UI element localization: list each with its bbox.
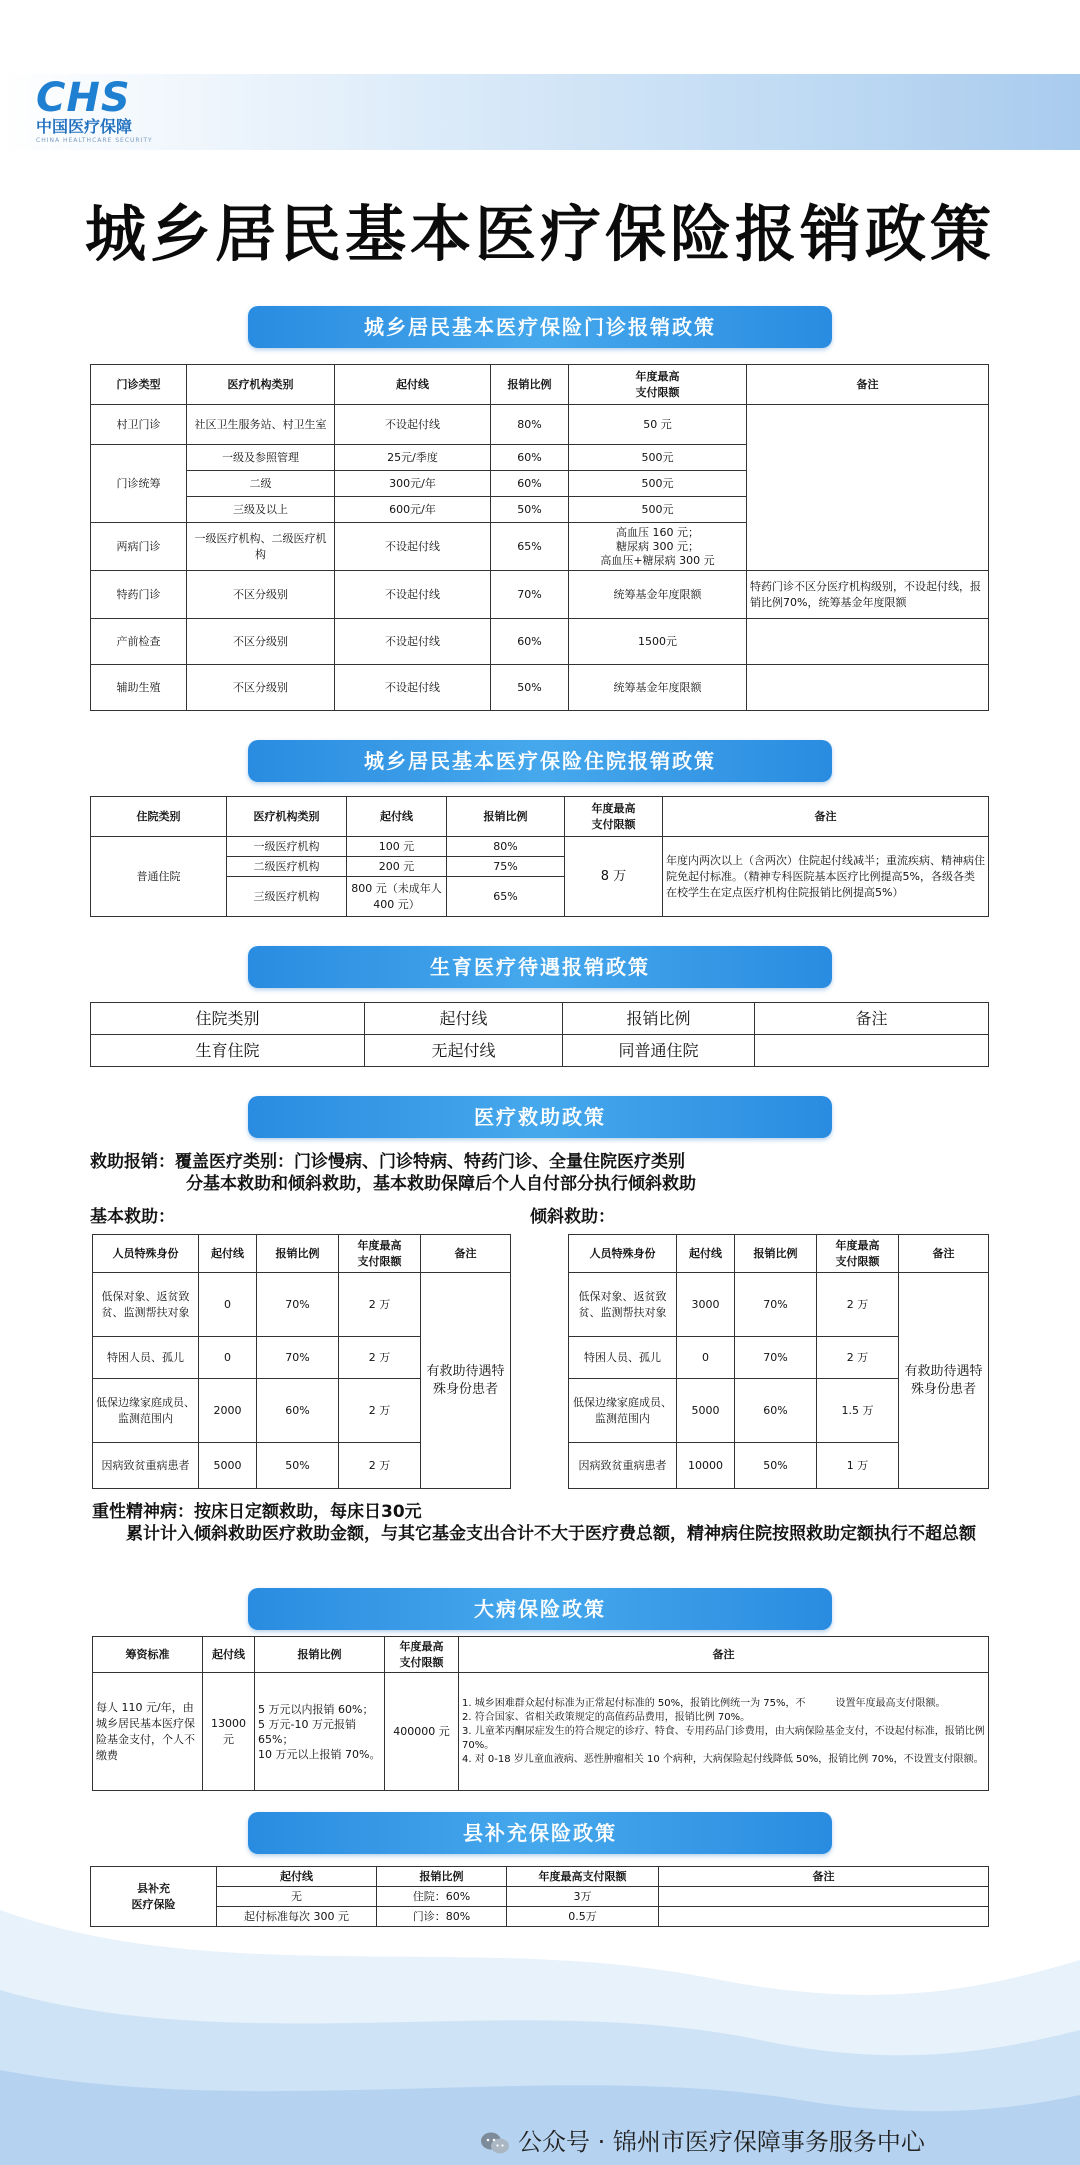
- col-header: 住院类别: [91, 1003, 365, 1035]
- cell: 低保对象、返贫致贫、监测帮扶对象: [569, 1273, 677, 1337]
- section-title-outpatient: 城乡居民基本医疗保险门诊报销政策: [248, 306, 832, 348]
- cell: 70%: [257, 1273, 339, 1337]
- cell: 10000: [677, 1443, 735, 1489]
- cell: 2 万: [339, 1379, 421, 1443]
- table-row: [91, 1887, 989, 1907]
- table-row: [91, 571, 989, 619]
- cell: 50%: [491, 665, 569, 711]
- cell: 0: [199, 1273, 257, 1337]
- cell: 0: [199, 1337, 257, 1379]
- cell: 每人 110 元/年，由城乡居民基本医疗保险基金支付，个人不缴费: [93, 1673, 203, 1791]
- col-header: 报销比例: [735, 1235, 817, 1273]
- cell: 三级及以上: [187, 497, 335, 523]
- table-header-row: [91, 1867, 989, 1887]
- cell: 不设起付线: [335, 665, 491, 711]
- col-header: 筹资标准: [93, 1637, 203, 1673]
- cell: [755, 1035, 989, 1067]
- cell: 50 元: [569, 405, 747, 445]
- col-header: 起付线: [365, 1003, 563, 1035]
- col-header: 起付线: [199, 1235, 257, 1273]
- cell: 75%: [447, 857, 565, 877]
- cell: 同普通住院: [563, 1035, 755, 1067]
- cell: 有救助待遇特殊身份患者: [899, 1273, 989, 1489]
- cell: 住院：60%: [377, 1887, 507, 1907]
- cell: 有救助待遇特殊身份患者: [421, 1273, 511, 1489]
- col-header: 人员特殊身份: [93, 1235, 199, 1273]
- cell: 1.5 万: [817, 1379, 899, 1443]
- maternity-table: [90, 1002, 989, 1067]
- cell: 70%: [257, 1337, 339, 1379]
- cell: [747, 619, 989, 665]
- cell: 两病门诊: [91, 523, 187, 571]
- cell: 一级及参照管理: [187, 445, 335, 471]
- cell: 800 元（未成年人 400 元）: [347, 877, 447, 917]
- cell: 生育住院: [91, 1035, 365, 1067]
- cell: [747, 405, 989, 571]
- cell: 65%: [447, 877, 565, 917]
- col-header: 备注: [659, 1867, 989, 1887]
- col-header: 人员特殊身份: [569, 1235, 677, 1273]
- col-header: 门诊类型: [91, 365, 187, 405]
- cell: 70%: [735, 1337, 817, 1379]
- inpatient-table: [90, 796, 989, 917]
- cell: 无: [217, 1887, 377, 1907]
- table-header-row: [569, 1235, 989, 1273]
- cell: 产前检查: [91, 619, 187, 665]
- col-header: 报销比例: [563, 1003, 755, 1035]
- cell: 村卫门诊: [91, 405, 187, 445]
- col-header: 报销比例: [447, 797, 565, 837]
- cell: 统筹基金年度限额: [569, 571, 747, 619]
- cell: 2 万: [339, 1273, 421, 1337]
- cell: 不区分级别: [187, 665, 335, 711]
- cell: 1500元: [569, 619, 747, 665]
- col-header: 起付线: [203, 1637, 255, 1673]
- cell: 5 万元以内报销 60%； 5 万元-10 万元报销 65%； 10 万元以上报销 70%。: [255, 1673, 385, 1791]
- basic-assistance-table: [92, 1234, 511, 1489]
- table-row: [91, 1907, 989, 1927]
- critical-illness-table: [92, 1636, 989, 1791]
- cell: 低保边缘家庭成员、监测范围内: [93, 1379, 199, 1443]
- cell: 门诊统筹: [91, 445, 187, 523]
- mental-illness-line1: 重性精神病：按床日定额救助，每床日30元: [92, 1502, 422, 1522]
- critical-note: 4. 对 0-18 岁儿童血液病、恶性肿瘤相关 10 个病种，大病保险起付线降低 50%，报销比例 70%，不设置支付限额。: [462, 1753, 984, 1765]
- col-header: 医疗机构类别: [227, 797, 347, 837]
- col-header: 年度最高 支付限额: [565, 797, 663, 837]
- cell: 2 万: [339, 1337, 421, 1379]
- logo-cn-text: 中国医疗保障: [36, 117, 133, 136]
- table-row: [569, 1273, 989, 1337]
- cell: 年度内两次以上（含两次）住院起付线减半；重流疾病、精神病住院免起付标准。（精神专科医院基本医疗比例提高5%，各级各类在校学生在定点医疗机构住院报销比例提高5%）: [663, 837, 989, 917]
- cell: 65%: [491, 523, 569, 571]
- cell: 0.5万: [507, 1907, 659, 1927]
- table-header-row: [91, 1003, 989, 1035]
- cell: 3000: [677, 1273, 735, 1337]
- basic-assistance-label: 基本救助：: [90, 1207, 175, 1227]
- cell: 不设起付线: [335, 571, 491, 619]
- cell: 5000: [199, 1443, 257, 1489]
- cell: 社区卫生服务站、村卫生室: [187, 405, 335, 445]
- cell: 统筹基金年度限额: [569, 665, 747, 711]
- section-title-county: 县补充保险政策: [248, 1812, 832, 1854]
- col-header: 起付线: [335, 365, 491, 405]
- section-title-critical: 大病保险政策: [248, 1588, 832, 1630]
- county-table: [90, 1866, 989, 1927]
- col-header: 备注: [899, 1235, 989, 1273]
- cell: 500元: [569, 445, 747, 471]
- footer: [480, 2122, 925, 2162]
- cell: 2 万: [817, 1273, 899, 1337]
- table-header-row: [93, 1235, 511, 1273]
- table-header-row: [91, 365, 989, 405]
- tilt-assistance-table: [568, 1234, 989, 1489]
- cell: 50%: [257, 1443, 339, 1489]
- section-title-inpatient: 城乡居民基本医疗保险住院报销政策: [248, 740, 832, 782]
- cell: 特困人员、孤儿: [93, 1337, 199, 1379]
- cell: 500元: [569, 497, 747, 523]
- col-header: 备注: [747, 365, 989, 405]
- col-header: 备注: [755, 1003, 989, 1035]
- critical-note: 1. 城乡困难群众起付标准为正常起付标准的 50%，报销比例统一为 75%，不 设置年度最高支付限额。: [462, 1697, 946, 1709]
- cell: 3万: [507, 1887, 659, 1907]
- col-header: 年度最高 支付限额: [817, 1235, 899, 1273]
- cell: 不区分级别: [187, 619, 335, 665]
- cell: 不区分级别: [187, 571, 335, 619]
- cell: 50%: [735, 1443, 817, 1489]
- cell: 2000: [199, 1379, 257, 1443]
- col-header: 备注: [421, 1235, 511, 1273]
- critical-note: 3. 儿童苯丙酮尿症发生的符合规定的诊疗、特食、专用药品门诊费用，由大病保险基金支付，不设起付标准，报销比例 70%。: [462, 1725, 985, 1751]
- cell: 13000 元: [203, 1673, 255, 1791]
- cell: 低保对象、返贫致贫、监测帮扶对象: [93, 1273, 199, 1337]
- cell: 60%: [257, 1379, 339, 1443]
- footer-text: 公众号 · 锦州市医疗保障事务服务中心: [518, 2128, 925, 2156]
- col-header: 起付线: [677, 1235, 735, 1273]
- cell: 普通住院: [91, 837, 227, 917]
- col-header: 报销比例: [491, 365, 569, 405]
- cell: 特药门诊不区分医疗机构级别，不设起付线，报销比例70%，统筹基金年度限额: [747, 571, 989, 619]
- cell: 三级医疗机构: [227, 877, 347, 917]
- cell: 50%: [491, 497, 569, 523]
- section-title-maternity: 生育医疗待遇报销政策: [248, 946, 832, 988]
- cell: 2 万: [817, 1337, 899, 1379]
- col-header: 住院类别: [91, 797, 227, 837]
- col-header: 备注: [459, 1637, 989, 1673]
- cell: [459, 1673, 989, 1791]
- cell: 特药门诊: [91, 571, 187, 619]
- cell: 100 元: [347, 837, 447, 857]
- col-header: 起付线: [347, 797, 447, 837]
- cell: 25元/季度: [335, 445, 491, 471]
- cell: 高血压 160 元； 糖尿病 300 元； 高血压+糖尿病 300 元: [569, 523, 747, 571]
- row-header: 县补充 医疗保险: [91, 1867, 217, 1927]
- cell: 一级医疗机构: [227, 837, 347, 857]
- chs-logo: [36, 74, 166, 150]
- wechat-icon: [480, 2130, 510, 2156]
- critical-note: 2. 符合国家、省相关政策规定的高值药品费用，报销比例 70%。: [462, 1711, 751, 1723]
- cell: 200 元: [347, 857, 447, 877]
- cell: 400000 元: [385, 1673, 459, 1791]
- cell: 因病致贫重病患者: [93, 1443, 199, 1489]
- col-header: 报销比例: [257, 1235, 339, 1273]
- logo-en-text: CHINA HEALTHCARE SECURITY: [36, 137, 153, 144]
- cell: 门诊：80%: [377, 1907, 507, 1927]
- cell: 600元/年: [335, 497, 491, 523]
- page-title: 城乡居民基本医疗保险报销政策: [84, 199, 995, 270]
- cell: 不设起付线: [335, 619, 491, 665]
- cell: 因病致贫重病患者: [569, 1443, 677, 1489]
- table-row: [91, 619, 989, 665]
- col-header: 年度最高 支付限额: [339, 1235, 421, 1273]
- table-header-row: [91, 797, 989, 837]
- col-header: 年度最高 支付限额: [569, 365, 747, 405]
- outpatient-table: [90, 364, 989, 711]
- table-row: [91, 837, 989, 857]
- table-row: [93, 1673, 989, 1791]
- cell: 低保边缘家庭成员、监测范围内: [569, 1379, 677, 1443]
- col-header: 年度最高支付限额: [507, 1867, 659, 1887]
- cell: [747, 665, 989, 711]
- cell: 辅助生殖: [91, 665, 187, 711]
- col-header: 起付线: [217, 1867, 377, 1887]
- cell: 不设起付线: [335, 523, 491, 571]
- cell: 60%: [491, 471, 569, 497]
- cell: 80%: [447, 837, 565, 857]
- cell: 60%: [735, 1379, 817, 1443]
- mental-illness-line2: 累计计入倾斜救助医疗救助金额，与其它基金支出合计不大于医疗费总额，精神病住院按照救助定额执行不超总额: [126, 1524, 976, 1544]
- cell: 500元: [569, 471, 747, 497]
- cell: 一级医疗机构、二级医疗机构: [187, 523, 335, 571]
- section-title-assistance: 医疗救助政策: [248, 1096, 832, 1138]
- cell: 5000: [677, 1379, 735, 1443]
- cell: 300元/年: [335, 471, 491, 497]
- cell: 2 万: [339, 1443, 421, 1489]
- col-header: 备注: [663, 797, 989, 837]
- cell: 不设起付线: [335, 405, 491, 445]
- cell: 80%: [491, 405, 569, 445]
- col-header: 报销比例: [377, 1867, 507, 1887]
- cell: 二级: [187, 471, 335, 497]
- cell: 1 万: [817, 1443, 899, 1489]
- col-header: 年度最高 支付限额: [385, 1637, 459, 1673]
- cell: 60%: [491, 619, 569, 665]
- cell: 无起付线: [365, 1035, 563, 1067]
- table-row: [91, 665, 989, 711]
- tilt-assistance-label: 倾斜救助：: [530, 1207, 615, 1227]
- cell: 起付标准每次 300 元: [217, 1907, 377, 1927]
- cell: 特困人员、孤儿: [569, 1337, 677, 1379]
- cell: 70%: [491, 571, 569, 619]
- table-row: [91, 405, 989, 445]
- assistance-intro-line1: 救助报销：覆盖医疗类别：门诊慢病、门诊特病、特药门诊、全量住院医疗类别: [90, 1152, 685, 1172]
- cell: 8 万: [565, 837, 663, 917]
- table-header-row: [93, 1637, 989, 1673]
- col-header: 医疗机构类别: [187, 365, 335, 405]
- col-header: 报销比例: [255, 1637, 385, 1673]
- cell: [659, 1907, 989, 1927]
- cell: 70%: [735, 1273, 817, 1337]
- assistance-intro-line2: 分基本救助和倾斜救助，基本救助保障后个人自付部分执行倾斜救助: [186, 1174, 696, 1194]
- table-row: [93, 1273, 511, 1337]
- table-row: [91, 1035, 989, 1067]
- cell: 二级医疗机构: [227, 857, 347, 877]
- logo-mark: CHS: [36, 75, 131, 121]
- cell: [659, 1887, 989, 1907]
- cell: 0: [677, 1337, 735, 1379]
- cell: 60%: [491, 445, 569, 471]
